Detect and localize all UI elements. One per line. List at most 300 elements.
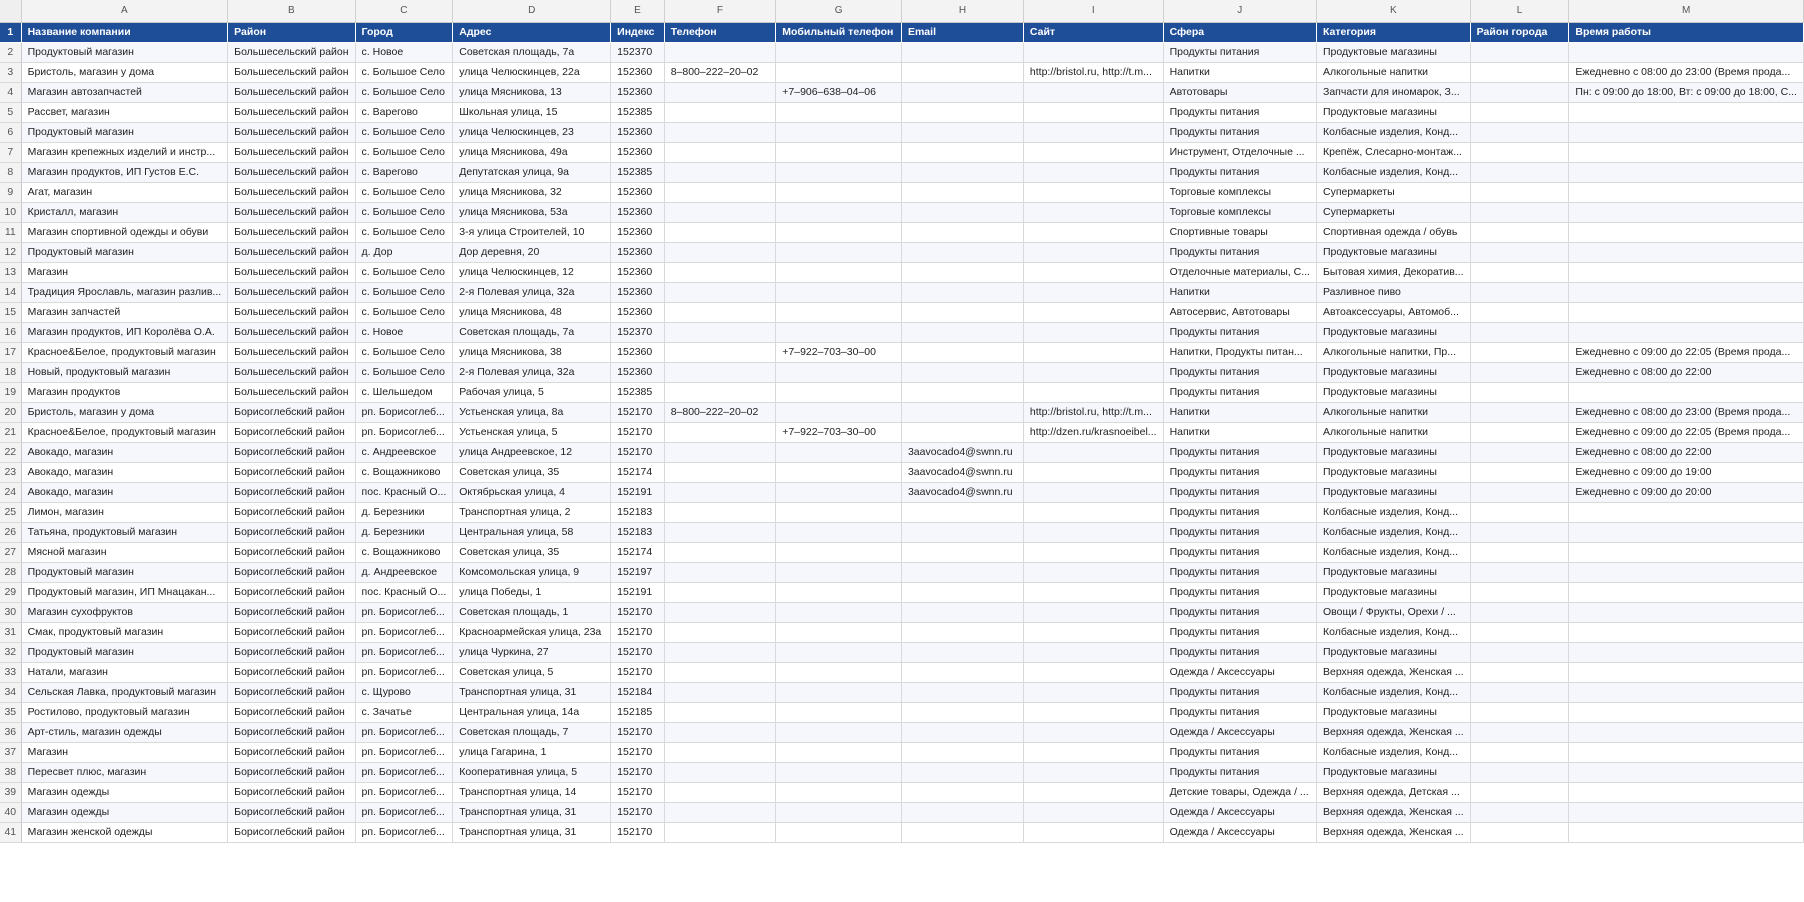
cell-company-name[interactable]: Магазин [21, 742, 228, 762]
row-number[interactable]: 20 [0, 402, 21, 422]
cell-company-name[interactable]: Пересвет плюс, магазин [21, 762, 228, 782]
cell-mobile-phone[interactable] [776, 62, 902, 82]
cell-working-hours[interactable] [1569, 202, 1804, 222]
cell-city[interactable]: с. Вощажниково [355, 542, 453, 562]
cell-city[interactable]: с. Большое Село [355, 302, 453, 322]
row-number[interactable]: 13 [0, 262, 21, 282]
cell-district[interactable]: Большесельский район [228, 362, 355, 382]
cell-sphere[interactable]: Отделочные материалы, С... [1163, 262, 1316, 282]
cell-address[interactable]: Советская площадь, 7 [453, 722, 611, 742]
cell-district[interactable]: Большесельский район [228, 282, 355, 302]
cell-phone[interactable] [664, 542, 776, 562]
cell-category[interactable]: Продуктовые магазины [1316, 702, 1470, 722]
cell-working-hours[interactable] [1569, 762, 1804, 782]
cell-email[interactable] [901, 122, 1023, 142]
row-number[interactable]: 41 [0, 822, 21, 842]
cell-district[interactable]: Борисоглебский район [228, 682, 355, 702]
cell-category[interactable]: Продуктовые магазины [1316, 762, 1470, 782]
cell-working-hours[interactable] [1569, 702, 1804, 722]
row-number[interactable]: 27 [0, 542, 21, 562]
cell-city[interactable]: с. Большое Село [355, 202, 453, 222]
cell-email[interactable] [901, 362, 1023, 382]
cell-city[interactable]: рп. Борисоглеб... [355, 642, 453, 662]
cell-address[interactable]: улица Победы, 1 [453, 582, 611, 602]
cell-working-hours[interactable] [1569, 382, 1804, 402]
cell-sphere[interactable]: Детские товары, Одежда / ... [1163, 782, 1316, 802]
cell-website[interactable] [1023, 362, 1163, 382]
cell-email[interactable] [901, 42, 1023, 62]
cell-district[interactable]: Большесельский район [228, 102, 355, 122]
cell-mobile-phone[interactable] [776, 622, 902, 642]
header-cell-postal-code[interactable]: Индекс [611, 22, 665, 42]
cell-phone[interactable] [664, 82, 776, 102]
cell-city-district[interactable] [1470, 302, 1569, 322]
cell-phone[interactable] [664, 562, 776, 582]
cell-sphere[interactable]: Продукты питания [1163, 682, 1316, 702]
header-cell-city-district[interactable]: Район города [1470, 22, 1569, 42]
cell-working-hours[interactable] [1569, 42, 1804, 62]
cell-sphere[interactable]: Продукты питания [1163, 462, 1316, 482]
header-cell-city[interactable]: Город [355, 22, 453, 42]
cell-district[interactable]: Большесельский район [228, 182, 355, 202]
cell-website[interactable] [1023, 762, 1163, 782]
cell-address[interactable]: улица Челюскинцев, 22а [453, 62, 611, 82]
cell-working-hours[interactable]: Ежедневно с 08:00 до 23:00 (Время прода... [1569, 62, 1804, 82]
cell-phone[interactable] [664, 602, 776, 622]
cell-working-hours[interactable] [1569, 242, 1804, 262]
cell-website[interactable] [1023, 102, 1163, 122]
cell-category[interactable]: Верхняя одежда, Женская ... [1316, 822, 1470, 842]
cell-company-name[interactable]: Магазин женской одежды [21, 822, 228, 842]
cell-website[interactable] [1023, 262, 1163, 282]
cell-district[interactable]: Борисоглебский район [228, 542, 355, 562]
cell-district[interactable]: Большесельский район [228, 162, 355, 182]
cell-company-name[interactable]: Магазин запчастей [21, 302, 228, 322]
cell-city[interactable]: с. Новое [355, 42, 453, 62]
cell-mobile-phone[interactable] [776, 482, 902, 502]
cell-city-district[interactable] [1470, 342, 1569, 362]
cell-postal-code[interactable]: 152170 [611, 782, 665, 802]
cell-website[interactable] [1023, 462, 1163, 482]
cell-city[interactable]: с. Большое Село [355, 122, 453, 142]
cell-company-name[interactable]: Бристоль, магазин у дома [21, 402, 228, 422]
cell-address[interactable]: Центральная улица, 58 [453, 522, 611, 542]
cell-email[interactable] [901, 702, 1023, 722]
cell-district[interactable]: Борисоглебский район [228, 402, 355, 422]
row-number[interactable]: 28 [0, 562, 21, 582]
cell-mobile-phone[interactable] [776, 202, 902, 222]
cell-city-district[interactable] [1470, 422, 1569, 442]
cell-website[interactable] [1023, 182, 1163, 202]
cell-address[interactable]: улица Мясникова, 32 [453, 182, 611, 202]
cell-address[interactable]: Устьенская улица, 8а [453, 402, 611, 422]
cell-mobile-phone[interactable] [776, 242, 902, 262]
cell-address[interactable]: 2-я Полевая улица, 32а [453, 282, 611, 302]
cell-mobile-phone[interactable] [776, 602, 902, 622]
cell-website[interactable] [1023, 162, 1163, 182]
cell-phone[interactable] [664, 622, 776, 642]
cell-city-district[interactable] [1470, 382, 1569, 402]
cell-postal-code[interactable]: 152174 [611, 542, 665, 562]
cell-city[interactable]: с. Новое [355, 322, 453, 342]
cell-working-hours[interactable] [1569, 682, 1804, 702]
row-number[interactable]: 29 [0, 582, 21, 602]
column-header-k[interactable]: K [1316, 0, 1470, 22]
cell-company-name[interactable]: Натали, магазин [21, 662, 228, 682]
cell-category[interactable]: Разливное пиво [1316, 282, 1470, 302]
cell-working-hours[interactable] [1569, 522, 1804, 542]
cell-working-hours[interactable]: Ежедневно с 08:00 до 23:00 (Время прода... [1569, 402, 1804, 422]
cell-address[interactable]: улица Чуркина, 27 [453, 642, 611, 662]
cell-phone[interactable] [664, 242, 776, 262]
column-header-i[interactable]: I [1023, 0, 1163, 22]
cell-email[interactable] [901, 162, 1023, 182]
cell-company-name[interactable]: Агат, магазин [21, 182, 228, 202]
cell-district[interactable]: Борисоглебский район [228, 482, 355, 502]
cell-company-name[interactable]: Традиция Ярославль, магазин разлив... [21, 282, 228, 302]
cell-city[interactable]: с. Большое Село [355, 342, 453, 362]
cell-sphere[interactable]: Продукты питания [1163, 562, 1316, 582]
cell-city[interactable]: с. Андреевское [355, 442, 453, 462]
column-header-a[interactable]: A [21, 0, 228, 22]
cell-sphere[interactable]: Торговые комплексы [1163, 202, 1316, 222]
cell-email[interactable] [901, 102, 1023, 122]
cell-district[interactable]: Борисоглебский район [228, 502, 355, 522]
cell-postal-code[interactable]: 152360 [611, 202, 665, 222]
cell-category[interactable]: Продуктовые магазины [1316, 242, 1470, 262]
cell-sphere[interactable]: Спортивные товары [1163, 222, 1316, 242]
cell-category[interactable]: Продуктовые магазины [1316, 562, 1470, 582]
cell-mobile-phone[interactable]: +7‒906‒638‒04‒06 [776, 82, 902, 102]
cell-website[interactable] [1023, 642, 1163, 662]
cell-sphere[interactable]: Одежда / Аксессуары [1163, 722, 1316, 742]
cell-mobile-phone[interactable] [776, 522, 902, 542]
cell-address[interactable]: Советская улица, 35 [453, 462, 611, 482]
cell-mobile-phone[interactable] [776, 762, 902, 782]
cell-city[interactable]: рп. Борисоглеб... [355, 762, 453, 782]
cell-district[interactable]: Борисоглебский район [228, 802, 355, 822]
cell-phone[interactable] [664, 382, 776, 402]
row-number[interactable]: 36 [0, 722, 21, 742]
cell-city-district[interactable] [1470, 682, 1569, 702]
cell-district[interactable]: Большесельский район [228, 222, 355, 242]
cell-city[interactable]: рп. Борисоглеб... [355, 802, 453, 822]
cell-city[interactable]: пос. Красный О... [355, 582, 453, 602]
cell-email[interactable] [901, 242, 1023, 262]
cell-working-hours[interactable] [1569, 562, 1804, 582]
cell-phone[interactable] [664, 802, 776, 822]
cell-city[interactable]: пос. Красный О... [355, 482, 453, 502]
cell-working-hours[interactable] [1569, 142, 1804, 162]
select-all-corner[interactable] [0, 0, 21, 22]
cell-working-hours[interactable] [1569, 302, 1804, 322]
row-number[interactable]: 7 [0, 142, 21, 162]
cell-email[interactable] [901, 622, 1023, 642]
cell-website[interactable]: http://dzen.ru/krasnoeibel... [1023, 422, 1163, 442]
cell-mobile-phone[interactable] [776, 182, 902, 202]
cell-mobile-phone[interactable] [776, 742, 902, 762]
cell-city[interactable]: с. Большое Село [355, 62, 453, 82]
cell-city-district[interactable] [1470, 402, 1569, 422]
cell-address[interactable]: Красноармейская улица, 23а [453, 622, 611, 642]
cell-city-district[interactable] [1470, 782, 1569, 802]
cell-phone[interactable] [664, 642, 776, 662]
cell-category[interactable]: Спортивная одежда / обувь [1316, 222, 1470, 242]
cell-sphere[interactable]: Продукты питания [1163, 522, 1316, 542]
cell-email[interactable] [901, 602, 1023, 622]
column-header-e[interactable]: E [611, 0, 665, 22]
cell-phone[interactable] [664, 162, 776, 182]
row-number[interactable]: 15 [0, 302, 21, 322]
cell-city-district[interactable] [1470, 462, 1569, 482]
cell-website[interactable] [1023, 342, 1163, 362]
cell-district[interactable]: Борисоглебский район [228, 762, 355, 782]
cell-address[interactable]: 2-я Полевая улица, 32а [453, 362, 611, 382]
cell-phone[interactable] [664, 722, 776, 742]
cell-mobile-phone[interactable] [776, 122, 902, 142]
cell-sphere[interactable]: Продукты питания [1163, 162, 1316, 182]
cell-website[interactable] [1023, 622, 1163, 642]
cell-working-hours[interactable]: Ежедневно с 08:00 до 22:00 [1569, 362, 1804, 382]
cell-email[interactable] [901, 222, 1023, 242]
cell-email[interactable]: 3aavocado4@swnn.ru [901, 442, 1023, 462]
cell-mobile-phone[interactable] [776, 702, 902, 722]
cell-category[interactable]: Продуктовые магазины [1316, 462, 1470, 482]
cell-district[interactable]: Борисоглебский район [228, 582, 355, 602]
cell-website[interactable] [1023, 602, 1163, 622]
cell-phone[interactable] [664, 142, 776, 162]
cell-phone[interactable] [664, 202, 776, 222]
cell-postal-code[interactable]: 152184 [611, 682, 665, 702]
row-number[interactable]: 1 [0, 22, 21, 42]
row-number[interactable]: 5 [0, 102, 21, 122]
cell-working-hours[interactable] [1569, 162, 1804, 182]
cell-city-district[interactable] [1470, 142, 1569, 162]
cell-address[interactable]: улица Гагарина, 1 [453, 742, 611, 762]
row-number[interactable]: 23 [0, 462, 21, 482]
cell-address[interactable]: улица Андреевское, 12 [453, 442, 611, 462]
cell-company-name[interactable]: Продуктовый магазин, ИП Мнацакан... [21, 582, 228, 602]
cell-postal-code[interactable]: 152170 [611, 722, 665, 742]
cell-postal-code[interactable]: 152185 [611, 702, 665, 722]
cell-email[interactable] [901, 662, 1023, 682]
cell-postal-code[interactable]: 152191 [611, 582, 665, 602]
cell-website[interactable] [1023, 282, 1163, 302]
cell-sphere[interactable]: Напитки [1163, 62, 1316, 82]
cell-sphere[interactable]: Напитки, Продукты питан... [1163, 342, 1316, 362]
cell-district[interactable]: Борисоглебский район [228, 622, 355, 642]
row-number[interactable]: 8 [0, 162, 21, 182]
cell-category[interactable]: Продуктовые магазины [1316, 482, 1470, 502]
cell-city[interactable]: д. Дор [355, 242, 453, 262]
cell-district[interactable]: Большесельский район [228, 42, 355, 62]
cell-postal-code[interactable]: 152385 [611, 102, 665, 122]
header-cell-address[interactable]: Адрес [453, 22, 611, 42]
row-number[interactable]: 31 [0, 622, 21, 642]
cell-city-district[interactable] [1470, 742, 1569, 762]
cell-website[interactable] [1023, 542, 1163, 562]
cell-company-name[interactable]: Продуктовый магазин [21, 42, 228, 62]
cell-email[interactable] [901, 542, 1023, 562]
cell-phone[interactable] [664, 762, 776, 782]
cell-city-district[interactable] [1470, 362, 1569, 382]
cell-postal-code[interactable]: 152385 [611, 162, 665, 182]
cell-category[interactable]: Колбасные изделия, Конд... [1316, 122, 1470, 142]
cell-city[interactable]: рп. Борисоглеб... [355, 722, 453, 742]
cell-district[interactable]: Борисоглебский район [228, 702, 355, 722]
cell-website[interactable]: http://bristol.ru, http://t.m... [1023, 402, 1163, 422]
cell-mobile-phone[interactable] [776, 442, 902, 462]
cell-sphere[interactable]: Продукты питания [1163, 702, 1316, 722]
cell-sphere[interactable]: Продукты питания [1163, 542, 1316, 562]
cell-working-hours[interactable]: Ежедневно с 09:00 до 22:05 (Время прода... [1569, 422, 1804, 442]
cell-working-hours[interactable] [1569, 802, 1804, 822]
cell-website[interactable] [1023, 702, 1163, 722]
cell-email[interactable] [901, 342, 1023, 362]
cell-city[interactable]: с. Большое Село [355, 182, 453, 202]
cell-city[interactable]: с. Варегово [355, 162, 453, 182]
cell-company-name[interactable]: Лимон, магазин [21, 502, 228, 522]
cell-phone[interactable] [664, 502, 776, 522]
cell-postal-code[interactable]: 152170 [611, 642, 665, 662]
header-cell-category[interactable]: Категория [1316, 22, 1470, 42]
column-header-h[interactable]: H [901, 0, 1023, 22]
cell-mobile-phone[interactable] [776, 642, 902, 662]
column-header-g[interactable]: G [776, 0, 902, 22]
row-number[interactable]: 40 [0, 802, 21, 822]
cell-sphere[interactable]: Продукты питания [1163, 622, 1316, 642]
cell-postal-code[interactable]: 152170 [611, 602, 665, 622]
cell-postal-code[interactable]: 152360 [611, 282, 665, 302]
cell-phone[interactable] [664, 342, 776, 362]
cell-working-hours[interactable]: Ежедневно с 09:00 до 22:05 (Время прода... [1569, 342, 1804, 362]
cell-category[interactable]: Верхняя одежда, Женская ... [1316, 802, 1470, 822]
cell-postal-code[interactable]: 152360 [611, 262, 665, 282]
cell-mobile-phone[interactable] [776, 782, 902, 802]
cell-email[interactable] [901, 582, 1023, 602]
cell-city[interactable]: рп. Борисоглеб... [355, 822, 453, 842]
cell-city[interactable]: рп. Борисоглеб... [355, 402, 453, 422]
cell-postal-code[interactable]: 152360 [611, 62, 665, 82]
cell-email[interactable] [901, 522, 1023, 542]
cell-working-hours[interactable] [1569, 122, 1804, 142]
cell-address[interactable]: Рабочая улица, 5 [453, 382, 611, 402]
cell-address[interactable]: Устьенская улица, 5 [453, 422, 611, 442]
cell-city[interactable]: рп. Борисоглеб... [355, 422, 453, 442]
column-header-d[interactable]: D [453, 0, 611, 22]
cell-phone[interactable] [664, 362, 776, 382]
cell-working-hours[interactable] [1569, 822, 1804, 842]
cell-sphere[interactable]: Продукты питания [1163, 762, 1316, 782]
cell-city-district[interactable] [1470, 502, 1569, 522]
cell-sphere[interactable]: Продукты питания [1163, 102, 1316, 122]
column-header-l[interactable]: L [1470, 0, 1569, 22]
cell-phone[interactable] [664, 822, 776, 842]
cell-company-name[interactable]: Мясной магазин [21, 542, 228, 562]
cell-mobile-phone[interactable] [776, 502, 902, 522]
cell-company-name[interactable]: Продуктовый магазин [21, 122, 228, 142]
cell-district[interactable]: Большесельский район [228, 62, 355, 82]
cell-email[interactable]: 3aavocado4@swnn.ru [901, 482, 1023, 502]
cell-email[interactable] [901, 642, 1023, 662]
cell-address[interactable]: Кооперативная улица, 5 [453, 762, 611, 782]
cell-postal-code[interactable]: 152360 [611, 182, 665, 202]
row-number[interactable]: 37 [0, 742, 21, 762]
cell-working-hours[interactable]: Ежедневно с 09:00 до 19:00 [1569, 462, 1804, 482]
cell-district[interactable]: Борисоглебский район [228, 782, 355, 802]
cell-mobile-phone[interactable] [776, 662, 902, 682]
cell-working-hours[interactable]: Пн: с 09:00 до 18:00, Вт: с 09:00 до 18:00, С... [1569, 82, 1804, 102]
row-number[interactable]: 38 [0, 762, 21, 782]
cell-category[interactable]: Продуктовые магазины [1316, 442, 1470, 462]
cell-city[interactable]: с. Большое Село [355, 222, 453, 242]
cell-email[interactable] [901, 402, 1023, 422]
cell-district[interactable]: Борисоглебский район [228, 522, 355, 542]
cell-city[interactable]: с. Варегово [355, 102, 453, 122]
cell-mobile-phone[interactable] [776, 362, 902, 382]
cell-category[interactable]: Колбасные изделия, Конд... [1316, 622, 1470, 642]
cell-postal-code[interactable]: 152360 [611, 222, 665, 242]
row-number[interactable]: 33 [0, 662, 21, 682]
row-number[interactable]: 30 [0, 602, 21, 622]
cell-email[interactable] [901, 282, 1023, 302]
cell-district[interactable]: Борисоглебский район [228, 742, 355, 762]
cell-address[interactable]: улица Мясникова, 48 [453, 302, 611, 322]
cell-company-name[interactable]: Красное&Белое, продуктовый магазин [21, 342, 228, 362]
cell-sphere[interactable]: Автотовары [1163, 82, 1316, 102]
cell-mobile-phone[interactable] [776, 162, 902, 182]
cell-city[interactable]: с. Шельшедом [355, 382, 453, 402]
cell-website[interactable] [1023, 822, 1163, 842]
cell-phone[interactable]: 8‒800‒222‒20‒02 [664, 402, 776, 422]
cell-company-name[interactable]: Магазин продуктов, ИП Густов Е.С. [21, 162, 228, 182]
cell-category[interactable]: Продуктовые магазины [1316, 42, 1470, 62]
cell-working-hours[interactable] [1569, 502, 1804, 522]
cell-district[interactable]: Борисоглебский район [228, 822, 355, 842]
cell-city-district[interactable] [1470, 102, 1569, 122]
cell-category[interactable]: Продуктовые магазины [1316, 642, 1470, 662]
cell-category[interactable]: Автоаксессуары, Автомоб... [1316, 302, 1470, 322]
cell-website[interactable] [1023, 202, 1163, 222]
cell-company-name[interactable]: Бристоль, магазин у дома [21, 62, 228, 82]
cell-working-hours[interactable] [1569, 722, 1804, 742]
cell-district[interactable]: Борисоглебский район [228, 442, 355, 462]
row-number[interactable]: 24 [0, 482, 21, 502]
cell-website[interactable] [1023, 382, 1163, 402]
cell-sphere[interactable]: Одежда / Аксессуары [1163, 822, 1316, 842]
cell-mobile-phone[interactable] [776, 302, 902, 322]
row-number[interactable]: 16 [0, 322, 21, 342]
cell-sphere[interactable]: Продукты питания [1163, 582, 1316, 602]
cell-city[interactable]: с. Зачатье [355, 702, 453, 722]
row-number[interactable]: 26 [0, 522, 21, 542]
cell-phone[interactable] [664, 662, 776, 682]
cell-city-district[interactable] [1470, 662, 1569, 682]
cell-city[interactable]: с. Большое Село [355, 282, 453, 302]
cell-website[interactable] [1023, 742, 1163, 762]
cell-website[interactable] [1023, 82, 1163, 102]
cell-phone[interactable] [664, 782, 776, 802]
cell-website[interactable] [1023, 242, 1163, 262]
cell-company-name[interactable]: Красное&Белое, продуктовый магазин [21, 422, 228, 442]
cell-sphere[interactable]: Продукты питания [1163, 122, 1316, 142]
cell-postal-code[interactable]: 152183 [611, 522, 665, 542]
cell-website[interactable] [1023, 782, 1163, 802]
cell-sphere[interactable]: Одежда / Аксессуары [1163, 802, 1316, 822]
cell-phone[interactable] [664, 462, 776, 482]
cell-working-hours[interactable] [1569, 282, 1804, 302]
row-number[interactable]: 39 [0, 782, 21, 802]
